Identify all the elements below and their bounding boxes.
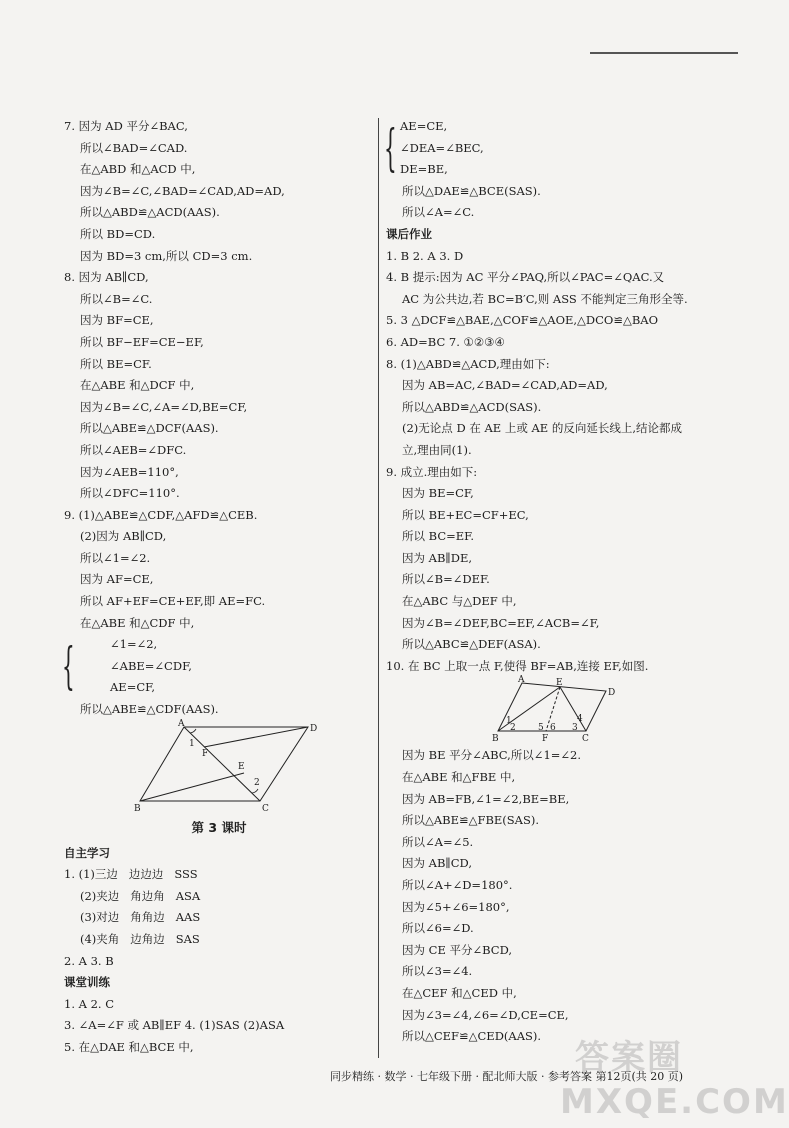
text-line: 所以△ABE≌△CDF(AAS). xyxy=(80,702,219,717)
label-a: A xyxy=(178,718,185,729)
item-a: 夹边 xyxy=(96,888,120,903)
label-angle-2: 2 xyxy=(254,777,260,788)
item-c: SSS xyxy=(174,867,198,882)
section-heading-kehou: 课后作业 xyxy=(386,226,432,241)
brace-icon: { xyxy=(62,637,75,696)
text-line: 所以△ABE≌△DCF(AAS). xyxy=(80,421,219,436)
text-line: 所以∠AEB=∠DFC. xyxy=(80,442,187,457)
text-line: 因为 AF=CE, xyxy=(80,572,154,587)
kehou-list xyxy=(386,246,726,678)
text-line: (2)因为 AB∥CD, xyxy=(80,529,167,544)
text-line: AC 为公共边,若 BC=B′C,则 ASS 不能判定三角形全等. xyxy=(402,291,688,306)
segment-df xyxy=(204,727,308,747)
text-line: ∠ABE=∠CDF, xyxy=(110,658,192,673)
text-line: 1. B 2. A 3. D xyxy=(386,248,464,263)
text-line: 所以∠B=∠DEF. xyxy=(402,572,490,587)
text-line: 因为∠3=∠4,∠6=∠D,CE=CE, xyxy=(402,1007,569,1022)
text-line: 在△ABE 和△DCF 中, xyxy=(80,378,195,393)
text-line: 所以 AF+EF=CE+EF,即 AE=FC. xyxy=(80,594,266,609)
text-line: 10. 在 BC 上取一点 F,使得 BF=AB,连接 EF,如图. xyxy=(386,658,649,673)
label-angle-1: 1 xyxy=(506,716,512,727)
parallelogram-abcd xyxy=(140,727,308,801)
item-no: (2) xyxy=(80,888,97,903)
text-line: 所以△ABD≌△ACD(SAS). xyxy=(402,399,542,414)
text-line: 因为 AB=FB,∠1=∠2,BE=BE, xyxy=(402,791,570,806)
item-b: 边角边 xyxy=(130,932,165,946)
item-no: 1. (1) xyxy=(64,867,95,882)
right-column xyxy=(386,116,726,1048)
zizhu-row xyxy=(64,929,374,951)
text-line: 因为 AB=AC,∠BAD=∠CAD,AD=AD, xyxy=(402,378,608,393)
text-line: 因为 BF=CE, xyxy=(80,313,154,328)
text-line: 3. ∠A=∠F 或 AB∥EF 4. (1)SAS (2)ASA xyxy=(64,1018,285,1033)
item-b: 角边角 xyxy=(130,888,165,903)
label-angle-4: 4 xyxy=(577,714,583,725)
label-angle-3: 3 xyxy=(572,723,578,734)
item-b: 边边边 xyxy=(128,867,164,882)
zizhu-row xyxy=(64,886,374,908)
text-line: 在△ABE 和△FBE 中, xyxy=(402,770,516,785)
text-line: 因为 CE 平分∠BCD, xyxy=(402,942,513,957)
item-no: (3) xyxy=(80,910,97,925)
label-angle-6: 6 xyxy=(550,723,556,734)
parallelogram-figure xyxy=(64,718,364,814)
text-line: 在△CEF 和△CED 中, xyxy=(402,985,517,1000)
text-line: 因为 BE=CF, xyxy=(402,486,474,501)
item-a: 对边 xyxy=(96,910,120,925)
section-heading-ketang: 课堂训练 xyxy=(64,975,110,990)
text-line: 因为 AB∥CD, xyxy=(402,856,472,871)
text-line: 所以∠BAD=∠CAD. xyxy=(80,140,188,155)
q10-block xyxy=(386,745,726,1047)
label-e: E xyxy=(556,678,563,689)
label-angle-1: 1 xyxy=(189,738,195,749)
q8-block xyxy=(64,267,374,505)
text-line: 所以∠A+∠D=180°. xyxy=(402,878,513,892)
label-f: F xyxy=(542,734,549,745)
text-line: AE=CE, xyxy=(400,119,448,133)
text-line: 因为∠B=∠C,∠A=∠D,BE=CF, xyxy=(80,399,248,414)
item-a: 三边 xyxy=(94,867,118,882)
text-line: 在△ABC 与△DEF 中, xyxy=(402,594,517,609)
text-line: 所以∠A=∠5. xyxy=(402,834,474,849)
text-line: 2. A 3. B xyxy=(64,953,114,968)
text-line: 4. B 提示:因为 AC 平分∠PAQ,所以∠PAC=∠QAC.又 xyxy=(386,270,665,285)
text-line: AE=CF, xyxy=(110,680,155,695)
text-line: 8. 因为 AB∥CD, xyxy=(64,270,149,285)
text-line: 所以∠B=∠C. xyxy=(80,291,153,306)
text-line: 所以 BD=CD. xyxy=(80,226,156,241)
zizhu-row xyxy=(64,864,374,886)
equation-system xyxy=(64,634,374,699)
watermark-url: MXQE.COM xyxy=(560,1082,789,1122)
text-line: DE=BE, xyxy=(400,162,448,177)
text-line: 1. A 2. C xyxy=(64,996,115,1011)
text-line: 因为∠5+∠6=180°, xyxy=(402,899,510,914)
text-line: 所以△DAE≌△BCE(SAS). xyxy=(402,183,541,198)
text-line: 在△ABE 和△CDF 中, xyxy=(80,615,195,630)
text-line: 因为 BD=3 cm,所以 CD=3 cm. xyxy=(80,248,253,263)
text-line: 所以∠1=∠2. xyxy=(80,550,151,565)
item-c: SAS xyxy=(175,932,200,946)
text-line: 6. AD=BC 7. ①②③④ xyxy=(386,334,505,349)
q9-block xyxy=(64,505,374,721)
segment-be xyxy=(140,773,244,801)
header-rule xyxy=(590,52,738,54)
text-line: (2)无论点 D 在 AE 上或 AE 的反向延长线上,结论都成 xyxy=(402,421,682,436)
watermark-logo: 答案圈 xyxy=(575,1038,683,1078)
text-line: 所以 BE+EC=CF+EC, xyxy=(402,507,529,522)
label-b: B xyxy=(492,734,499,745)
text-line: 所以 BF−EF=CE−EF, xyxy=(80,334,204,349)
text-line: 所以△ABD≌△ACD(AAS). xyxy=(80,205,220,220)
zizhu-row xyxy=(64,907,374,929)
page-footer: 同步精练 · 数学 · 七年级下册 · 配北师大版 · 参考答案 第12页(共 20 页) xyxy=(330,1070,684,1083)
label-d: D xyxy=(310,723,318,734)
label-d: D xyxy=(608,688,616,699)
text-line: 9. (1)△ABE≌△CDF,△AFD≌△CEB. xyxy=(64,507,258,522)
text-line: 因为∠AEB=110°, xyxy=(80,464,179,479)
text-line: 所以∠6=∠D. xyxy=(402,921,474,936)
text-line: 所以∠DFC=110°. xyxy=(80,486,180,501)
text-line: 所以 BE=CF. xyxy=(80,356,152,371)
label-c: C xyxy=(582,734,589,745)
text-line: 立,理由同(1). xyxy=(402,442,472,457)
label-a: A xyxy=(518,675,525,686)
item-a: 夹角 xyxy=(96,932,120,946)
item-c: AAS xyxy=(175,910,201,925)
label-c: C xyxy=(262,803,269,814)
equation-system xyxy=(386,116,726,181)
trapezoid-figure xyxy=(386,677,716,745)
label-b: B xyxy=(134,803,141,814)
text-line: 所以△ABE≌△FBE(SAS). xyxy=(402,813,539,828)
item-c: ASA xyxy=(175,888,201,903)
text-line: 在△ABD 和△ACD 中, xyxy=(80,162,196,177)
label-angle-5: 5 xyxy=(538,723,544,734)
text-line: 因为∠B=∠DEF,BC=EF,∠ACB=∠F, xyxy=(402,615,600,630)
lesson-title: 第 3 课时 xyxy=(191,819,247,835)
text-line: 8. (1)△ABD≌△ACD,理由如下: xyxy=(386,356,550,371)
text-line: 所以∠A=∠C. xyxy=(402,205,475,220)
text-line: 所以∠3=∠4. xyxy=(402,964,473,979)
label-e: E xyxy=(238,761,245,772)
section-heading-zizhu: 自主学习 xyxy=(64,845,110,860)
text-line: 5. 在△DAE 和△BCE 中, xyxy=(64,1039,194,1054)
text-line: 7. 因为 AD 平分∠BAC, xyxy=(64,119,188,133)
text-line: 因为∠B=∠C,∠BAD=∠CAD,AD=AD, xyxy=(80,183,285,198)
text-line: 因为 AB∥DE, xyxy=(402,550,472,565)
column-divider xyxy=(378,118,379,1058)
text-line: 5. 3 △DCF≌△BAE,△COF≌△AOE,△DCO≌△BAO xyxy=(386,313,658,328)
angle-arc-2 xyxy=(252,789,258,793)
left-column xyxy=(64,116,374,1059)
label-f: F xyxy=(202,748,209,759)
text-line: 9. 成立.理由如下: xyxy=(386,464,478,479)
text-line: 所以 BC=EF. xyxy=(402,529,474,544)
angle-arc-1 xyxy=(190,729,196,733)
text-line: 所以△CEF≌△CED(AAS). xyxy=(402,1029,542,1044)
item-b: 角角边 xyxy=(130,910,165,925)
text-line: 因为 BE 平分∠ABC,所以∠1=∠2. xyxy=(402,748,582,763)
brace-icon: { xyxy=(384,119,397,177)
label-angle-2: 2 xyxy=(510,723,516,734)
text-line: ∠1=∠2, xyxy=(110,637,158,652)
q7-block xyxy=(64,116,374,267)
text-line: ∠DEA=∠BEC, xyxy=(400,140,484,155)
text-line: 所以△ABC≌△DEF(ASA). xyxy=(402,637,541,652)
item-no: (4) xyxy=(80,932,97,946)
